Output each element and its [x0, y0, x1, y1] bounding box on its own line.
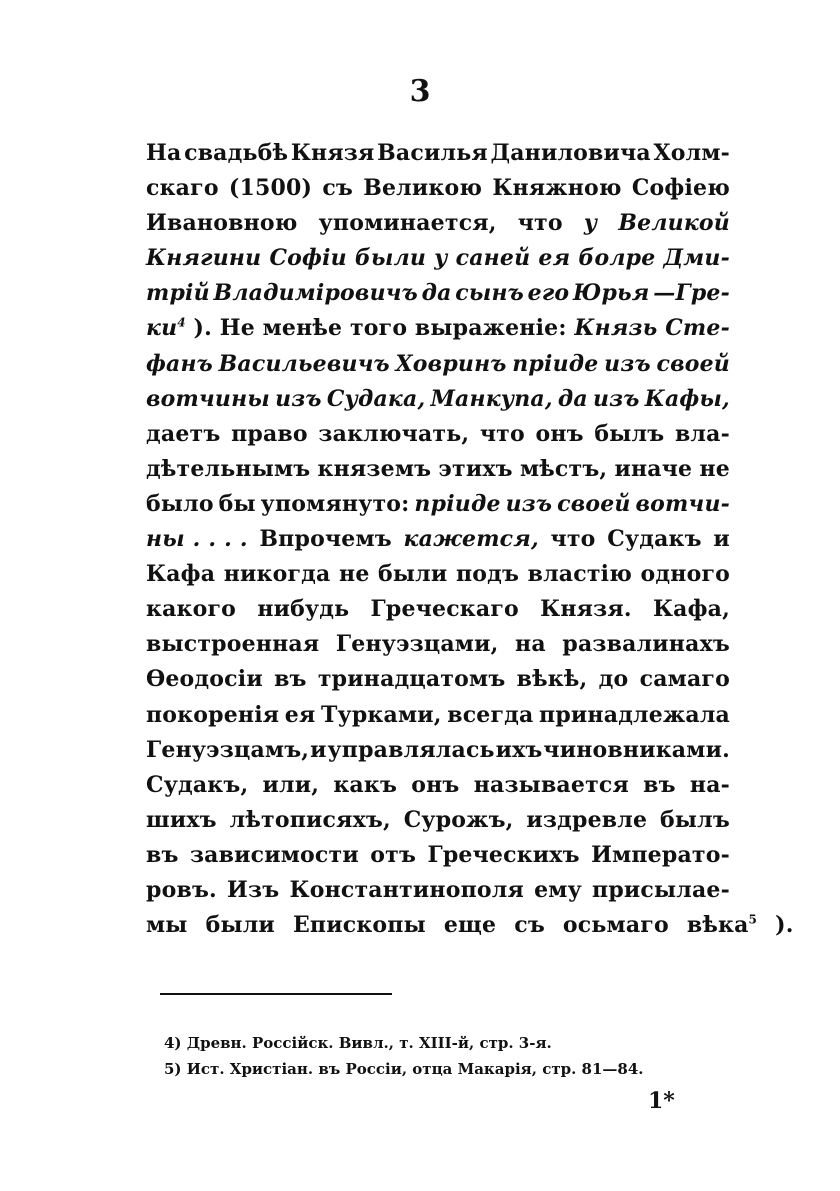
word: упомянуто: — [260, 490, 410, 517]
word: или, — [262, 771, 320, 798]
word: и — [310, 736, 327, 763]
word: до — [598, 666, 629, 693]
word: ровъ. — [146, 876, 217, 903]
word: Кафы, — [644, 385, 730, 412]
word: нибудь — [257, 596, 350, 623]
word: отъ — [370, 841, 417, 868]
word: упоминается, — [318, 210, 497, 237]
word: самаго — [639, 666, 730, 693]
word: покоренія — [146, 701, 280, 728]
word: съ — [514, 912, 545, 939]
word: въ — [643, 771, 676, 798]
text-line — [146, 803, 730, 838]
word: Епископы — [292, 912, 426, 939]
word: онъ — [535, 420, 584, 447]
text-line — [146, 557, 730, 592]
text-line — [146, 171, 730, 206]
word: и — [713, 526, 730, 553]
word: какъ — [333, 771, 398, 798]
word: осьмаго — [562, 912, 669, 939]
word: тринадцатомъ — [317, 666, 506, 693]
text-line — [146, 698, 730, 733]
word: Манкупа, — [430, 385, 553, 412]
text-line — [146, 276, 730, 311]
word: одного — [640, 561, 730, 588]
word: кажется, — [403, 526, 539, 553]
word: было — [146, 490, 214, 517]
word: въ — [274, 666, 307, 693]
word: менѣе — [262, 315, 343, 342]
word: были — [378, 561, 448, 588]
word: у — [583, 210, 598, 237]
word: принадлежала — [539, 701, 730, 728]
word: не — [339, 561, 370, 588]
word: Кафа, — [652, 596, 730, 623]
word: лѣтописяхъ, — [229, 806, 391, 833]
word: зависимости — [189, 841, 359, 868]
word: былъ — [660, 806, 730, 833]
footnote-ref: 4 — [177, 316, 186, 331]
word: на — [515, 631, 546, 658]
word: Генуэзцами, — [335, 631, 499, 658]
word: онъ — [411, 771, 460, 798]
page-number: 3 — [409, 74, 431, 109]
word: что — [550, 526, 596, 553]
word: какого — [146, 596, 237, 623]
footnote: 5) Ист. Христіан. въ Россіи, отца Макарія, стр. 81—84. — [164, 1060, 644, 1078]
word: право — [231, 420, 308, 447]
word: Ховринъ — [395, 350, 507, 377]
text-line — [146, 627, 730, 662]
word: Княгини — [146, 245, 262, 272]
text-line — [146, 522, 730, 557]
word: съ — [322, 175, 353, 202]
word: Сте- — [665, 315, 730, 342]
word: развалинахъ — [562, 631, 730, 658]
word: вотчи- — [635, 490, 730, 517]
word: Даниловича — [490, 140, 651, 166]
word: у — [434, 245, 448, 272]
word: иначе — [614, 455, 693, 482]
word: Судакъ — [607, 526, 702, 553]
word: —Гре- — [653, 280, 730, 307]
word: фанъ — [146, 350, 213, 377]
word: были — [354, 245, 427, 272]
body-text — [146, 136, 794, 943]
word: скаго — [146, 175, 219, 202]
word: Князя. — [540, 596, 632, 623]
word: свадьбѣ — [184, 140, 289, 166]
word: властію — [527, 561, 632, 588]
word: Софіи — [269, 245, 347, 272]
text-line — [146, 838, 730, 873]
word: Турками, — [320, 701, 442, 728]
word: присылае- — [592, 876, 730, 903]
word: Великой — [618, 210, 730, 237]
word: Васильевичъ — [218, 350, 390, 377]
word: пріиде — [512, 350, 599, 377]
word: не — [699, 455, 730, 482]
word: Юрья — [573, 280, 650, 307]
word: на- — [689, 771, 730, 798]
text-line — [146, 592, 730, 627]
word: его — [527, 280, 570, 307]
word: никогда — [223, 561, 331, 588]
word: ны . . . . — [146, 526, 248, 553]
word: были — [205, 912, 275, 939]
word: управлялась — [327, 736, 495, 763]
word: ея — [538, 245, 571, 272]
word: $ки^4$ — [146, 315, 186, 342]
text-line — [146, 136, 730, 171]
word: (1500) — [228, 175, 313, 202]
word: Князь — [574, 315, 658, 342]
word: Дми- — [663, 245, 730, 272]
footnote-rule — [160, 993, 392, 995]
word: вотчины — [146, 385, 270, 412]
word: мы — [146, 912, 188, 939]
word: да — [421, 280, 452, 307]
word: былъ — [594, 420, 665, 447]
word: Ивановною — [146, 210, 298, 237]
text-line — [146, 873, 730, 908]
word: этихъ — [438, 455, 513, 482]
word: Греческихъ — [427, 841, 580, 868]
text-line — [146, 206, 730, 241]
word: ). — [193, 315, 213, 342]
text-line — [146, 662, 730, 697]
footnotes — [164, 1030, 744, 1082]
word: даетъ — [146, 420, 221, 447]
word: Ѳеодосіи — [146, 666, 263, 693]
word: ). — [775, 912, 794, 939]
word: вѣка$^5$ — [686, 912, 758, 939]
word: что — [517, 210, 563, 237]
signature-mark: 1* — [648, 1088, 675, 1114]
word: Впрочемъ — [259, 526, 392, 553]
word: трій — [146, 280, 210, 307]
text-line — [146, 311, 730, 346]
text-line — [146, 733, 730, 768]
word: саней — [455, 245, 531, 272]
word: Великою — [363, 175, 483, 202]
word: того — [349, 315, 408, 342]
word: называется — [473, 771, 629, 798]
word: Князя — [290, 140, 375, 166]
word: пріиде — [414, 490, 501, 517]
text-line — [146, 382, 730, 417]
text-line — [146, 347, 730, 382]
word: княземъ — [317, 455, 432, 482]
word: своей — [656, 350, 730, 377]
text-line — [146, 417, 730, 452]
word: Василья — [377, 140, 488, 166]
text-line — [146, 768, 730, 803]
word: что — [479, 420, 525, 447]
word: Княжною — [492, 175, 622, 202]
word: ему — [534, 876, 582, 903]
word: Софіею — [631, 175, 730, 202]
word: Константинополя — [289, 876, 524, 903]
word: Судакъ, — [146, 771, 249, 798]
word: Не — [219, 315, 255, 342]
text-line — [146, 241, 730, 276]
text-line — [146, 487, 730, 522]
word: Изъ — [227, 876, 280, 903]
word: изъ — [505, 490, 553, 517]
word: Владиміровичъ — [213, 280, 418, 307]
text-line — [146, 908, 794, 943]
word: сынъ — [455, 280, 524, 307]
text-line — [146, 452, 730, 487]
word: изъ — [275, 385, 322, 412]
word: Сурожъ, — [403, 806, 514, 833]
word: Греческаго — [370, 596, 519, 623]
word: въ — [146, 841, 179, 868]
word: изъ — [592, 385, 640, 412]
word: всегда — [447, 701, 534, 728]
word: вѣкѣ, — [516, 666, 588, 693]
word: заключать, — [318, 420, 470, 447]
word: выраженіе: — [414, 315, 567, 342]
footnote: 4) Древн. Россійск. Вивл., т. XIII-й, стр. 3-я. — [164, 1034, 552, 1052]
word: болре — [578, 245, 656, 272]
word: мѣстъ, — [519, 455, 608, 482]
word: выстроенная — [146, 631, 320, 658]
word: да — [557, 385, 588, 412]
word: чиновниками. — [543, 736, 730, 763]
word: ихъ — [495, 736, 543, 763]
word: дѣтельнымъ — [146, 455, 311, 482]
word: Кафа — [146, 561, 216, 588]
word: шихъ — [146, 806, 217, 833]
word: своей — [557, 490, 631, 517]
word: ея — [284, 701, 316, 728]
word: вла- — [674, 420, 730, 447]
word: бы — [218, 490, 256, 517]
word: На — [146, 140, 182, 166]
word: Генуэзцамъ, — [146, 736, 310, 763]
word: издревле — [526, 806, 648, 833]
footnote-ref: 5 — [748, 912, 758, 927]
word: подъ — [455, 561, 520, 588]
word: Холм- — [653, 140, 730, 166]
word: изъ — [604, 350, 651, 377]
word: Судака, — [326, 385, 426, 412]
word: Императо- — [591, 841, 730, 868]
word: еще — [443, 912, 497, 939]
